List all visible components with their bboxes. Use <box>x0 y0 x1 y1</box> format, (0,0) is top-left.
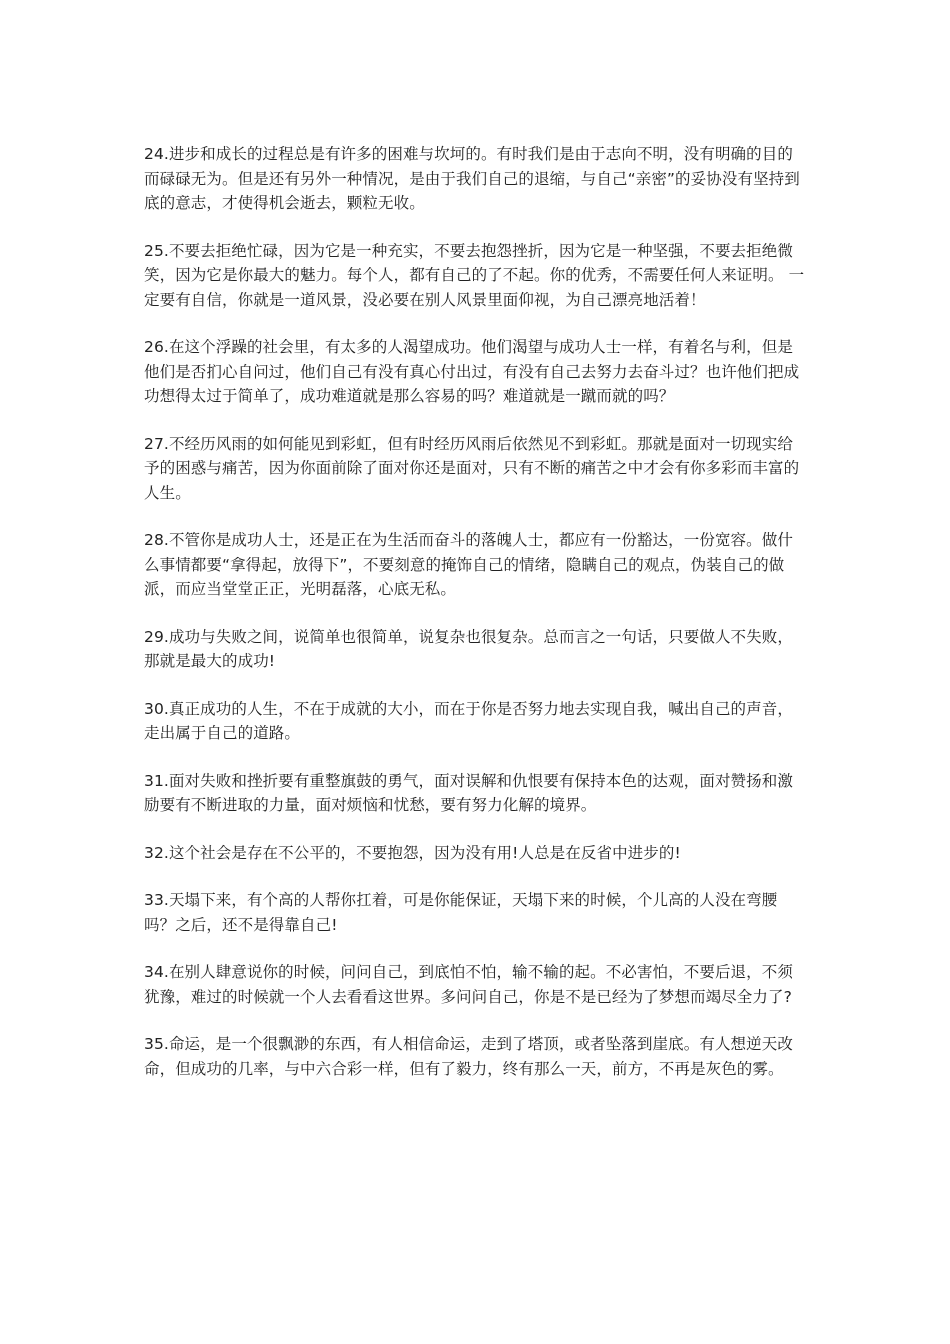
paragraph-34: 34.在别人肆意说你的时候，问问自己，到底怕不怕，输不输的起。不必害怕，不要后退，不须犹豫，难过的时候就一个人去看看这世界。多问问自己，你是不是已经为了梦想而竭尽全力了? <box>144 963 793 1006</box>
paragraph-26: 26.在这个浮躁的社会里，有太多的人渴望成功。他们渴望与成功人士一样，有着名与利，但是他们是否扪心自问过，他们自己有没有真心付出过，有没有自己去努力去奋斗过？也许他们把成功想得太过于简单了，成功难道就是那么容易的吗？难道就是一蹴而就的吗？ <box>144 338 800 405</box>
paragraph-33: 33.天塌下来，有个高的人帮你扛着，可是你能保证，天塌下来的时候，个儿高的人没在弯腰吗？之后，还不是得靠自己! <box>144 891 778 934</box>
paragraph-31: 31.面对失败和挫折要有重整旗鼓的勇气，面对误解和仇恨要有保持本色的达观，面对赞扬和激励要有不断进取的力量，面对烦恼和忧愁，要有努力化解的境界。 <box>144 771 793 814</box>
paragraph-27: 27.不经历风雨的如何能见到彩虹，但有时经历风雨后依然见不到彩虹。那就是面对一切现实给予的困惑与痛苦，因为你面前除了面对你还是面对，只有不断的痛苦之中才会有你多彩而丰富的人生。 <box>144 434 800 502</box>
paragraph-35: 35.命运，是一个很飘渺的东西，有人相信命运，走到了塔顶，或者坠落到崖底。有人想逆天改命，但成功的几率，与中六合彩一样，但有了毅力，终有那么一天，前方，不再是灰色的雾。 <box>144 1035 793 1078</box>
document-body <box>144 142 808 1104</box>
paragraph-30: 30.真正成功的人生，不在于成就的大小，而在于你是否努力地去实现自我，喊出自己的声音，走出属于自己的道路。 <box>144 699 793 742</box>
paragraph-25: 25.不要去拒绝忙碌，因为它是一种充实，不要去抱怨挫折，因为它是一种坚强，不要去拒绝微笑，因为它是你最大的魅力。每个人，都有自己的了不起。你的优秀，不需要任何人来证明。 一定要有自信，你就是一道风景，没必要在别人风景里面仰视，为自己漂亮地活着！ <box>144 241 805 309</box>
paragraph-32: 32.这个社会是存在不公平的，不要抱怨，因为没有用!人总是在反省中进步的! <box>144 843 681 862</box>
paragraph-24: 24.进步和成长的过程总是有许多的困难与坎坷的。有时我们是由于志向不明，没有明确的目的而碌碌无为。但是还有另外一种情况，是由于我们自己的退缩，与自己“亲密”的妥协没有坚持到底的意志，才使得机会逝去，颗粒无收。 <box>144 145 800 212</box>
paragraph-29: 29.成功与失败之间，说简单也很简单，说复杂也很复杂。总而言之一句话，只要做人不失败，那就是最大的成功! <box>144 627 793 670</box>
paragraph-28: 28.不管你是成功人士，还是正在为生活而奋斗的落魄人士，都应有一份豁达，一份宽容。做什么事情都要“拿得起，放得下”，不要刻意的掩饰自己的情绪，隐瞒自己的观点，伪装自己的做派，而应当堂堂正正，光明磊落，心底无私。 <box>144 531 793 598</box>
